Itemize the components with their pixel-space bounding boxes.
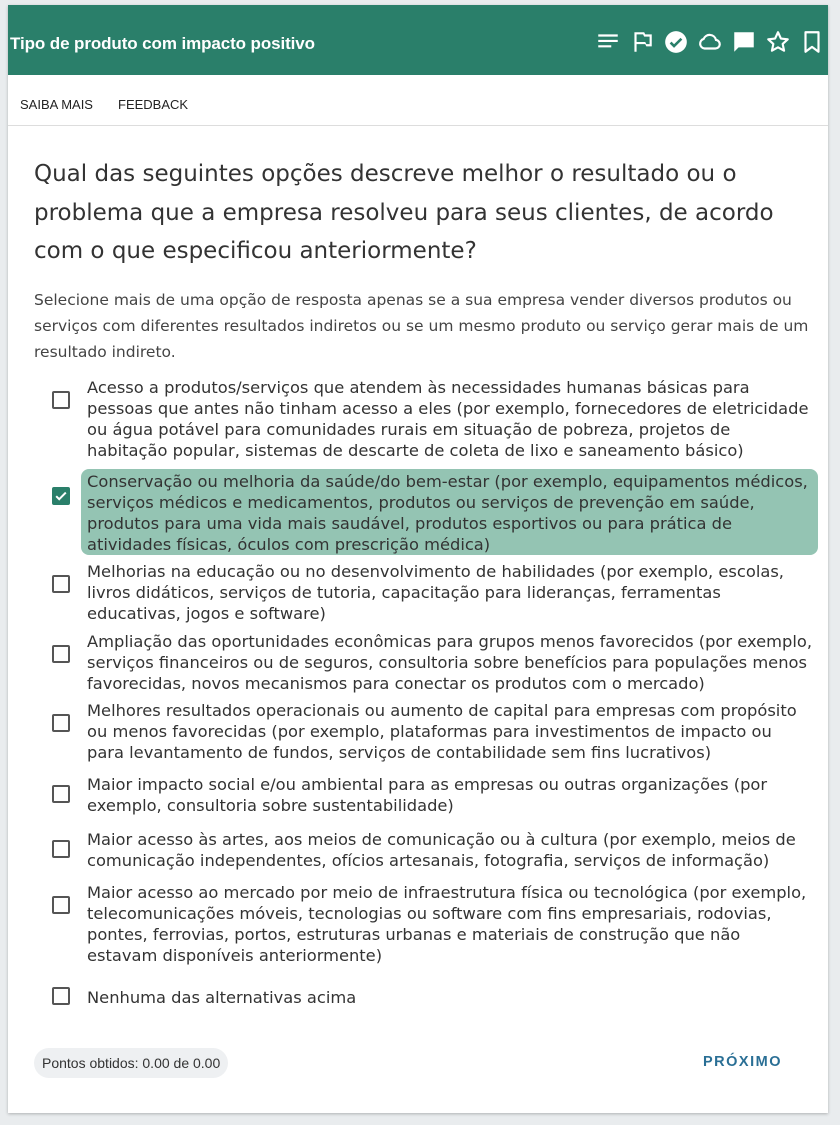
sub-navigation xyxy=(8,75,828,126)
menu-icon[interactable] xyxy=(594,28,622,56)
question-instructions: Selecione mais de uma opção de resposta apenas se a sua empresa vender diversos produtos ou serviços com diferentes resultados indiretos ou se um mesmo produto ou serviço gerar mais de um resultado indireto. xyxy=(34,291,809,361)
next-button[interactable]: PRÓXIMO xyxy=(703,1054,782,1070)
question-card xyxy=(8,5,828,1113)
checkbox-checked[interactable] xyxy=(52,487,70,505)
page-title: Tipo de produto com impacto positivo xyxy=(10,34,315,53)
checkbox[interactable] xyxy=(52,785,70,803)
checkbox[interactable] xyxy=(52,840,70,858)
option-label: Melhores resultados operacionais ou aumento de capital para empresas com propósito ou menos favorecidas (por exemplo, plataformas para investimentos de impacto ou para levantamento de fundos, serviços de contabilidade sem fins lucrativos) xyxy=(87,701,797,762)
option-label: Nenhuma das alternativas acima xyxy=(87,988,357,1007)
checkbox[interactable] xyxy=(52,645,70,663)
comment-icon[interactable] xyxy=(730,28,758,56)
checkbox[interactable] xyxy=(52,391,70,409)
score-badge: Pontos obtidos: 0.00 de 0.00 xyxy=(34,1048,228,1078)
option-label: Maior impacto social e/ou ambiental para as empresas ou outras organizações (por exemplo, consultoria sobre sustentabilidade) xyxy=(87,775,768,815)
checkbox[interactable] xyxy=(52,896,70,914)
bookmark-icon[interactable] xyxy=(798,28,826,56)
option-label: Acesso a produtos/serviços que atendem às necessidades humanas básicas para pessoas que antes não tinham acesso a eles (por exemplo, fornecedores de eletricidade ou água potável para comunidades rurais em situação de pobreza, projetos de habitação popular, sistemas de descarte de coleta de lixo e saneamento básico) xyxy=(87,378,809,460)
learn-more-link[interactable]: SAIBA MAIS xyxy=(20,97,93,112)
option-label: Conservação ou melhoria da saúde/do bem-estar (por exemplo, equipamentos médicos, serviços médicos e medicamentos, produtos ou serviços de prevenção em saúde, produtos para uma vida mais saudável, produtos esportivos ou para prática de atividades físicas, óculos com prescrição médica) xyxy=(87,472,808,554)
cloud-icon[interactable] xyxy=(696,28,724,56)
feedback-link[interactable]: FEEDBACK xyxy=(118,97,189,112)
option-label: Maior acesso ao mercado por meio de infraestrutura física ou tecnológica (por exemplo, telecomunicações móveis, tecnologias ou software com fins empresariais, rodovias, pontes, ferrovias, portos, estruturas urbanas e materiais de construção que não estavam disponíveis anteriormente) xyxy=(87,883,807,965)
check-icon xyxy=(54,489,68,503)
star-icon[interactable] xyxy=(764,28,792,56)
header-toolbar xyxy=(594,27,826,57)
flag-icon[interactable] xyxy=(628,28,656,56)
checkbox[interactable] xyxy=(52,714,70,732)
header-bar xyxy=(8,5,828,75)
option-label: Ampliação das oportunidades econômicas para grupos menos favorecidos (por exemplo, serviços financeiros ou de seguros, consultoria sobre benefícios para populações menos favorecidas, novos mecanismos para conectar os produtos com o mercado) xyxy=(87,632,812,693)
option-label: Melhorias na educação ou no desenvolvimento de habilidades (por exemplo, escolas, livros didáticos, serviços de tutoria, capacitação para lideranças, ferramentas educativas, jogos e software) xyxy=(87,562,784,623)
option-label: Maior acesso às artes, aos meios de comunicação ou à cultura (por exemplo, meios de comunicação independentes, ofícios artesanais, fotografia, serviços de informação) xyxy=(87,830,796,870)
check-circle-icon[interactable] xyxy=(662,28,690,56)
checkbox[interactable] xyxy=(52,987,70,1005)
question-title: Qual das seguintes opções descreve melhor o resultado ou o problema que a empresa resolveu para seus clientes, de acordo com o que especificou anteriormente? xyxy=(34,161,774,264)
checkbox[interactable] xyxy=(52,575,70,593)
